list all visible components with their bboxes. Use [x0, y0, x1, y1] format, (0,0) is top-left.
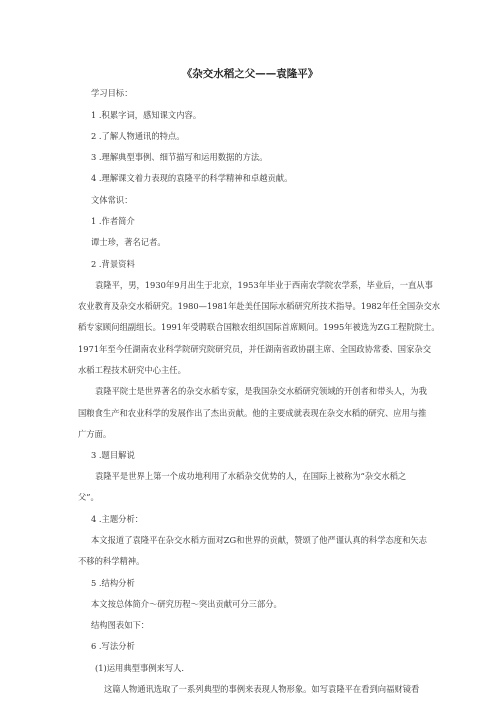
- goal-item-4: 4 .理解课文着力表现的袁隆平的科学精神和卓越贡献。: [91, 173, 293, 183]
- paragraph-line: 袁隆平，男，1930年9月出生于北京，1953年毕业于西南农学院农学系，毕业后，一直从事: [95, 280, 433, 290]
- paragraph-line: 父”。: [78, 492, 99, 502]
- paragraph-line: 这篇人物通讯选取了一系列典型的事例来表现人物形象。如写袁隆平在看到向福财镜看: [104, 684, 420, 694]
- paragraph-line: 不移的科学精神。: [78, 556, 145, 566]
- subheading-title-explanation: 3 .题目解说: [91, 450, 135, 460]
- paragraph-line: 广方面。: [78, 429, 112, 439]
- paragraph-line: 袁隆平院士是世界著名的杂交水稻专家，是我国杂交水稻研究领域的开创者和带头人，为我: [95, 386, 427, 396]
- section-heading-genre: 文体常识：: [91, 195, 133, 205]
- goal-item-3: 3 .理解典型事例、细节描写和运用数据的方法。: [91, 152, 268, 162]
- document-title: 《杂交水稻之父——袁隆平》: [181, 68, 319, 80]
- goal-item-1: 1 .积累字词，感知课文内容。: [91, 110, 202, 120]
- paragraph-line: 1971年至今任湖南农业科学院研究院研究员，并任湖南省政协副主席、全国政协常委、国家杂交: [78, 344, 431, 354]
- paragraph-line: 袁隆平是世界上第一个成功地利用了水稻杂交优势的人，在国际上被称为“杂交水稻之: [95, 471, 407, 481]
- section-heading-goals: 学习目标：: [91, 88, 133, 98]
- paragraph-line: 谭士珍，著名记者。: [91, 237, 166, 247]
- subheading-writing: 6 .写法分析: [91, 641, 135, 651]
- subheading-theme: 4 .主题分析：: [91, 514, 144, 524]
- subheading-author: 1 .作者简介: [91, 216, 135, 226]
- paragraph-line: 水稻工程技术研究中心主任。: [78, 365, 186, 375]
- paragraph-line: 农业教育及杂交水稻研究。1980—1981年赴美任国际水稻研究所技术指导。1982年任全国杂交水: [78, 301, 441, 311]
- goal-item-2: 2 .了解人物通讯的特点。: [91, 131, 185, 141]
- paragraph-line: 稻专家顾问组副组长。1991年受聘联合国粮农组织国际首席顾问。1995年被选为ZG工程院院士。: [78, 322, 440, 332]
- subheading-background: 2 .背景资料: [91, 259, 135, 269]
- paragraph-line: 本文按总体简介～研究历程～突出贡献可分三部分。: [91, 599, 282, 609]
- paragraph-line: (1)运用典型事例来写人.: [95, 663, 185, 673]
- paragraph-line: 本文报道了袁隆平在杂交水稻方面对ZG和世界的贡献，赞颂了他严谨认真的科学态度和矢志: [91, 535, 427, 545]
- paragraph-line: 国粮食生产和农业科学的发展作出了杰出贡献。他的主要成就表现在杂交水稻的研究、应用与推: [78, 408, 427, 418]
- subheading-structure: 5 .结构分析: [91, 578, 135, 588]
- paragraph-line: 结构图表如下：: [91, 620, 150, 630]
